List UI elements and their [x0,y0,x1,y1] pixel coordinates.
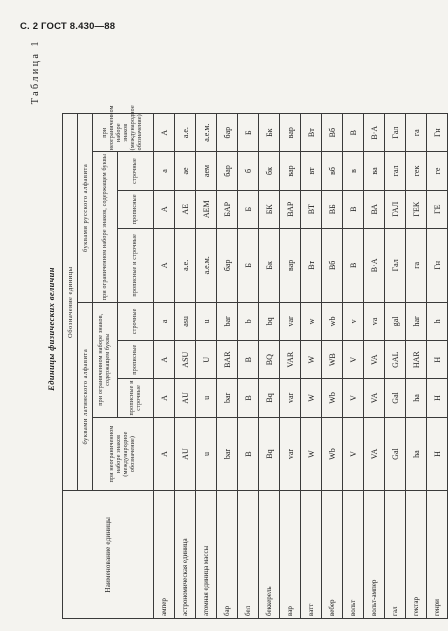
russian-symbol-cell: A [154,190,175,228]
header-latin-upper-lower: прописные и строчные [118,379,154,417]
latin-symbol-cell: var [280,417,301,491]
russian-symbol-cell: A [154,228,175,302]
russian-symbol-cell: В [343,228,364,302]
russian-symbol-cell: га [406,228,427,302]
latin-symbol-cell: gal [385,302,406,340]
latin-symbol-cell: Gal [385,379,406,417]
latin-symbol-cell: VAR [280,341,301,379]
latin-symbol-cell: bar [217,417,238,491]
latin-symbol-cell: GAL [385,341,406,379]
latin-symbol-cell: ha [406,417,427,491]
russian-symbol-cell: вар [280,228,301,302]
russian-symbol-cell: ГЕК [406,190,427,228]
russian-symbol-cell: гал [385,152,406,190]
latin-symbol-cell: B [238,417,259,491]
latin-symbol-cell: AU [175,417,196,491]
latin-symbol-cell: w [301,302,322,340]
russian-symbol-cell: ге [427,152,448,190]
header-designation: Обозначение единицы [63,114,78,491]
russian-symbol-cell: б [238,152,259,190]
latin-symbol-cell: asu [175,302,196,340]
latin-symbol-cell: AU [175,379,196,417]
rotated-table-block [30,39,442,619]
latin-symbol-cell: H [427,417,448,491]
latin-symbol-cell: wb [322,302,343,340]
russian-symbol-cell: Гал [385,228,406,302]
russian-symbol-cell: аем [196,152,217,190]
latin-symbol-cell: va [364,302,385,340]
russian-symbol-cell: В·А [364,114,385,152]
latin-symbol-cell: Gal [385,417,406,491]
units-table-body [154,40,448,619]
unit-name-cell: атомная единица массы [196,491,217,619]
latin-symbol-cell: bar [217,379,238,417]
russian-symbol-cell: В [343,114,364,152]
header-russian-alphabet: буквами русского алфавита [78,114,93,303]
latin-symbol-cell: u [196,302,217,340]
russian-symbol-cell: Вт [301,114,322,152]
table-row [217,40,238,619]
latin-symbol-cell: Wb [322,379,343,417]
latin-symbol-cell: VA [364,417,385,491]
latin-symbol-cell: VA [364,379,385,417]
latin-symbol-cell: u [196,417,217,491]
latin-symbol-cell: a [154,302,175,340]
russian-symbol-cell: ае [175,152,196,190]
latin-symbol-cell: W [301,417,322,491]
header-latin-limited: при ограниченном наборе знаков, содержащем буквы [93,302,118,417]
latin-symbol-cell: var [280,302,301,340]
unit-name-cell: беккерель [259,491,280,619]
header-latin-upper: прописные [118,341,154,379]
russian-symbol-cell: Гн [427,114,448,152]
unit-name-cell: астрономическая единица [175,491,196,619]
russian-symbol-cell: а.е.м. [196,114,217,152]
header-latin-alphabet: буквами латинского алфавита [78,302,93,491]
header-russian-unlimited: при неограниченном наборе знаков (международное обозначение) [93,114,154,152]
russian-symbol-cell: а.е. [175,228,196,302]
russian-symbol-cell: Бк [259,228,280,302]
page-header: С. 2 ГОСТ 8.430—88 [20,21,116,32]
header-latin-lower: строчные [118,302,154,340]
latin-symbol-cell: b [238,302,259,340]
russian-symbol-cell: АЕМ [196,190,217,228]
header-latin-unlimited: при неограниченном наборе знаков (международное обозначение) [93,417,154,491]
russian-symbol-cell: a [154,152,175,190]
latin-symbol-cell: bar [217,302,238,340]
unit-name-cell: ампер [154,491,175,619]
table-title: Единицы физических величин [46,267,56,391]
russian-symbol-cell: бар [217,114,238,152]
russian-symbol-cell: вб [322,152,343,190]
latin-symbol-cell: U [196,341,217,379]
table-row [175,40,196,619]
latin-symbol-cell: var [280,379,301,417]
latin-symbol-cell: H [427,341,448,379]
latin-symbol-cell: BAR [217,341,238,379]
latin-symbol-cell: ASU [175,341,196,379]
latin-symbol-cell: WB [322,341,343,379]
latin-symbol-cell: B [238,341,259,379]
unit-name-cell: вар [280,491,301,619]
russian-symbol-cell: а.е.м. [196,228,217,302]
unit-name-cell: гал [385,491,406,619]
russian-symbol-cell: бар [217,228,238,302]
unit-name-cell: бар [217,491,238,619]
russian-symbol-cell: Вб [322,228,343,302]
table-row [301,40,322,619]
russian-symbol-cell: В [343,190,364,228]
russian-symbol-cell: БК [259,190,280,228]
latin-symbol-cell: Wb [322,417,343,491]
russian-symbol-cell: ВА [364,190,385,228]
russian-symbol-cell: ВТ [301,190,322,228]
russian-symbol-cell: Б [238,190,259,228]
russian-symbol-cell: а.е. [175,114,196,152]
russian-symbol-cell: ГАЛ [385,190,406,228]
latin-symbol-cell: v [343,302,364,340]
latin-symbol-cell: VA [364,341,385,379]
table-row [385,40,406,619]
latin-symbol-cell: A [154,379,175,417]
russian-symbol-cell: A [154,114,175,152]
latin-symbol-cell: h [427,302,448,340]
header-russian-limited: при ограниченном наборе знаков, содержащем буквы [93,152,118,302]
russian-symbol-cell: Гн [427,228,448,302]
russian-symbol-cell: Бк [259,114,280,152]
unit-name-cell: генри [427,491,448,619]
russian-symbol-cell: вар [280,114,301,152]
table-row [364,40,385,619]
russian-symbol-cell: Б [238,114,259,152]
latin-symbol-cell: W [301,379,322,417]
latin-symbol-cell: har [406,302,427,340]
table-row [259,40,280,619]
latin-symbol-cell: bq [259,302,280,340]
unit-name-cell: вольт-ампер [364,491,385,619]
table-caption: Таблица 1 [30,39,41,105]
russian-symbol-cell: ва [364,152,385,190]
latin-symbol-cell: W [301,341,322,379]
table-row [427,40,448,619]
russian-symbol-cell: Вт [301,228,322,302]
table-row [238,40,259,619]
table-row [280,40,301,619]
latin-symbol-cell: V [343,417,364,491]
latin-symbol-cell: Bq [259,417,280,491]
russian-symbol-cell: Вб [322,114,343,152]
russian-symbol-cell: вар [280,152,301,190]
russian-symbol-cell: БАР [217,190,238,228]
table-row [322,40,343,619]
table-row [196,40,217,619]
russian-symbol-cell: ВАР [280,190,301,228]
header-russian-upper: прописные [118,190,154,228]
latin-symbol-cell: H [427,379,448,417]
table-row [406,40,427,619]
latin-symbol-cell: HAR [406,341,427,379]
russian-symbol-cell: бк [259,152,280,190]
header-russian-upper-lower: прописные и строчные [118,228,154,302]
latin-symbol-cell: Bq [259,379,280,417]
russian-symbol-cell: Б [238,228,259,302]
unit-name-cell: ватт [301,491,322,619]
latin-symbol-cell: V [343,341,364,379]
table-row [343,40,364,619]
latin-symbol-cell: A [154,417,175,491]
latin-symbol-cell: V [343,379,364,417]
header-unit-name: Наименование единицы [63,491,154,619]
latin-symbol-cell: BQ [259,341,280,379]
units-table [62,39,448,619]
russian-symbol-cell: АЕ [175,190,196,228]
unit-name-cell: гектар [406,491,427,619]
russian-symbol-cell: ВБ [322,190,343,228]
latin-symbol-cell: A [154,341,175,379]
russian-symbol-cell: Гал [385,114,406,152]
unit-name-cell: бел [238,491,259,619]
russian-symbol-cell: вт [301,152,322,190]
unit-name-cell: вебер [322,491,343,619]
table-row [154,40,175,619]
latin-symbol-cell: B [238,379,259,417]
russian-symbol-cell: бар [217,152,238,190]
latin-symbol-cell: u [196,379,217,417]
latin-symbol-cell: ha [406,379,427,417]
russian-symbol-cell: В·А [364,228,385,302]
russian-symbol-cell: гек [406,152,427,190]
russian-symbol-cell: ГЕ [427,190,448,228]
russian-symbol-cell: га [406,114,427,152]
russian-symbol-cell: в [343,152,364,190]
unit-name-cell: вольт [343,491,364,619]
header-russian-lower: строчные [118,152,154,190]
